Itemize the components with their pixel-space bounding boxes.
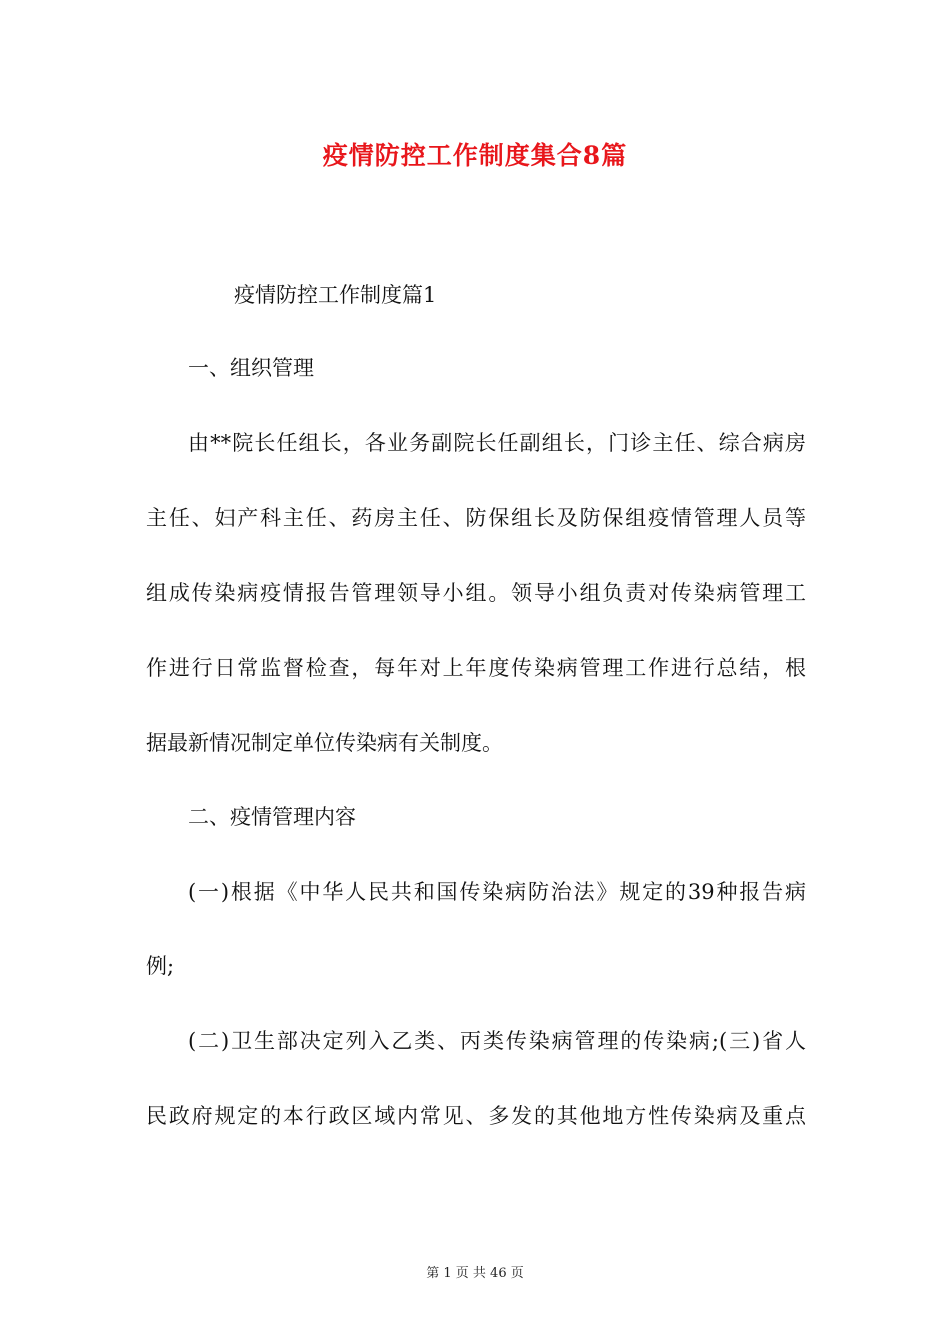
paragraph-line: (二)卫生部决定列入乙类、丙类传染病管理的传染病;(三)省人 xyxy=(188,1029,806,1053)
paragraph-line: 例; xyxy=(146,954,175,978)
document-title: 疫情防控工作制度集合8篇 xyxy=(322,141,628,170)
page-number-footer: 第 1 页 共 46 页 xyxy=(426,1266,524,1281)
paragraph-line: 民政府规定的本行政区域内常见、多发的其他地方性传染病及重点 xyxy=(146,1104,806,1128)
paragraph-line: 作进行日常监督检查，每年对上年度传染病管理工作进行总结，根 xyxy=(146,656,806,680)
paragraph-line: (一)根据《中华人民共和国传染病防治法》规定的39种报告病 xyxy=(188,880,806,904)
paragraph-line: 主任、妇产科主任、药房主任、防保组长及防保组疫情管理人员等 xyxy=(146,506,806,530)
paragraph-line: 组成传染病疫情报告管理领导小组。领导小组负责对传染病管理工 xyxy=(146,581,806,605)
section-heading-organization: 一、组织管理 xyxy=(188,356,314,380)
paragraph-line: 由**院长任组长，各业务副院长任副组长，门诊主任、综合病房 xyxy=(188,431,806,455)
paragraph-line: 据最新情况制定单位传染病有关制度。 xyxy=(146,731,503,755)
section-heading-content: 二、疫情管理内容 xyxy=(188,805,356,829)
section-heading-article-1: 疫情防控工作制度篇1 xyxy=(234,283,437,307)
